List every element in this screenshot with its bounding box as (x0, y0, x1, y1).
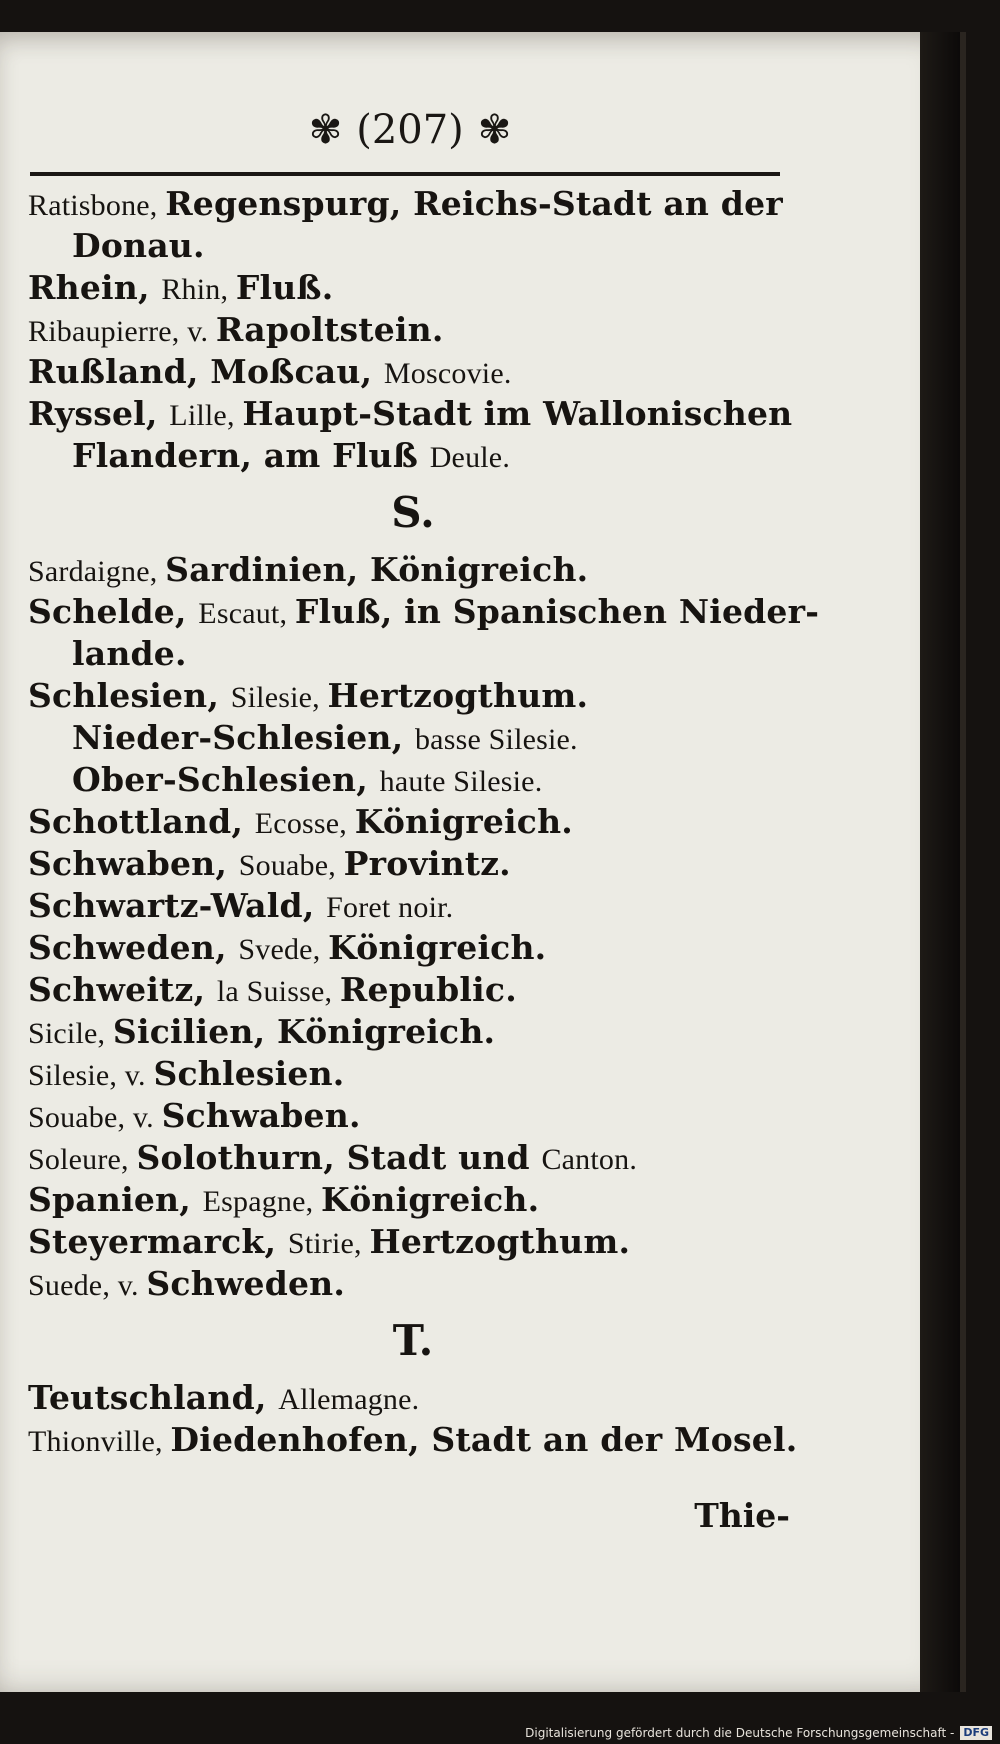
roman-text: Ribaupierre, v. (28, 315, 216, 348)
catchword: Thie- (694, 1496, 790, 1535)
fraktur-text: Ryssel, (28, 394, 170, 433)
text-line (28, 1419, 798, 1461)
roman-text: Deule. (429, 441, 511, 474)
text-line (28, 393, 798, 435)
fraktur-text: Schlesien, (28, 676, 231, 715)
fraktur-text: Schweden. (146, 1264, 346, 1303)
fraktur-text: Provintz. (343, 844, 511, 883)
roman-text: Soleure, (28, 1143, 137, 1176)
fraktur-text: Sicilien, Königreich. (112, 1012, 496, 1051)
text-line (28, 1263, 798, 1305)
text-line (28, 801, 798, 843)
roman-text: Ratisbone, (28, 189, 166, 222)
text-line (28, 927, 798, 969)
roman-text: Sicile, (28, 1017, 113, 1050)
roman-text: Allemagne. (278, 1383, 420, 1416)
text-line (28, 1011, 798, 1053)
fraktur-text: Nieder-Schlesien, (72, 718, 415, 757)
entries-s (28, 549, 820, 1305)
dfg-logo: DFG (960, 1726, 992, 1740)
roman-text: la Suisse, (216, 975, 340, 1008)
fraktur-text: Schottland, (28, 802, 255, 841)
fraktur-text: Haupt-Stadt im Wallonischen (242, 394, 793, 433)
fraktur-text: Schwartz-Wald, (28, 886, 327, 925)
roman-text: Suede, v. (28, 1269, 147, 1302)
roman-text: haute Silesie. (379, 765, 543, 798)
footer-bar (0, 1722, 1000, 1744)
fraktur-text: Hertzogthum. (369, 1222, 631, 1261)
roman-text: Silesie, (230, 681, 328, 714)
fraktur-text: Schweitz, (28, 970, 217, 1009)
text-line (28, 591, 820, 633)
text-line (28, 885, 798, 927)
text-line (28, 1053, 798, 1095)
fraktur-text: Königreich. (328, 928, 547, 967)
fraktur-text: Schlesien. (153, 1054, 345, 1093)
fraktur-text: Teutschland, (28, 1378, 279, 1417)
fraktur-text: Schelde, (28, 592, 199, 631)
section-heading-s: S. (391, 488, 435, 537)
fraktur-text: Sardinien, Königreich. (165, 550, 589, 589)
fraktur-text: Donau. (72, 226, 205, 265)
text-line (28, 549, 798, 591)
fraktur-text: Rapoltstein. (215, 310, 444, 349)
fraktur-text: Hertzogthum. (327, 676, 589, 715)
roman-text: Foret noir. (326, 891, 454, 924)
page-number: (207) (356, 107, 464, 153)
roman-text: Rhin, (161, 273, 236, 306)
text-line (28, 225, 798, 267)
fraktur-text: Steyermarck, (28, 1222, 288, 1261)
fraktur-text: lande. (72, 634, 187, 673)
text-line (28, 267, 798, 309)
fraktur-text: Ober-Schlesien, (72, 760, 380, 799)
fraktur-text: Schwaben. (161, 1096, 361, 1135)
section-heading-t: T. (392, 1316, 434, 1365)
text-line (28, 1377, 798, 1419)
fraktur-text: Solothurn, Stadt und (136, 1138, 542, 1177)
roman-text: Sardaigne, (28, 555, 166, 588)
header-rule (30, 172, 780, 176)
roman-text: Espagne, (202, 1185, 322, 1218)
roman-text: Thionville, (28, 1425, 171, 1458)
text-line (28, 183, 798, 225)
text-line (28, 969, 798, 1011)
fraktur-text: Königreich. (354, 802, 573, 841)
fraktur-text: Fluß. (235, 268, 334, 307)
page-edge (920, 32, 960, 1692)
fraktur-text: Schwaben, (28, 844, 239, 883)
text-line (28, 1179, 798, 1221)
fraktur-text: Königreich. (321, 1180, 540, 1219)
text-line (28, 435, 798, 477)
text-line (28, 351, 798, 393)
roman-text: Svede, (238, 933, 329, 966)
page-text (28, 183, 820, 1461)
roman-text: Escaut, (198, 597, 295, 630)
roman-text: basse Silesie. (414, 723, 578, 756)
roman-text: Canton. (541, 1143, 638, 1176)
fraktur-text: Flandern, am Fluß (72, 436, 430, 475)
text-line (28, 675, 798, 717)
fraktur-text: Rußland, Moßcau, (28, 352, 384, 391)
roman-text: Silesie, v. (28, 1059, 154, 1092)
fraktur-text: Schweden, (28, 928, 239, 967)
text-line (28, 1221, 798, 1263)
roman-text: Souabe, (238, 849, 344, 882)
footer-credit: Digitalisierung gefördert durch die Deutsche Forschungsgemeinschaft - (525, 1726, 955, 1740)
text-line (28, 1095, 798, 1137)
fraktur-text: Spanien, (28, 1180, 203, 1219)
roman-text: Stirie, (287, 1227, 370, 1260)
roman-text: Souabe, v. (28, 1101, 162, 1134)
fraktur-text: Rhein, (28, 268, 162, 307)
text-line (28, 843, 798, 885)
text-line (28, 759, 798, 801)
entries-r (28, 183, 798, 477)
ornament-left-icon: ✾ (308, 107, 343, 153)
text-line (28, 1137, 798, 1179)
entries-t (28, 1377, 798, 1461)
fraktur-text: Republic. (339, 970, 517, 1009)
text-line (28, 309, 798, 351)
roman-text: Ecosse, (254, 807, 355, 840)
roman-text: Moscovie. (383, 357, 512, 390)
text-line (28, 633, 798, 675)
running-head (270, 100, 550, 160)
roman-text: Lille, (169, 399, 243, 432)
fraktur-text: Regenspurg, Reichs-Stadt an der (165, 184, 783, 223)
fraktur-text: Fluß, in Spanischen Nieder- (294, 592, 820, 631)
fraktur-text: Diedenhofen, Stadt an der Mosel. (170, 1420, 798, 1459)
ornament-right-icon: ✾ (477, 107, 512, 153)
text-line (28, 717, 798, 759)
